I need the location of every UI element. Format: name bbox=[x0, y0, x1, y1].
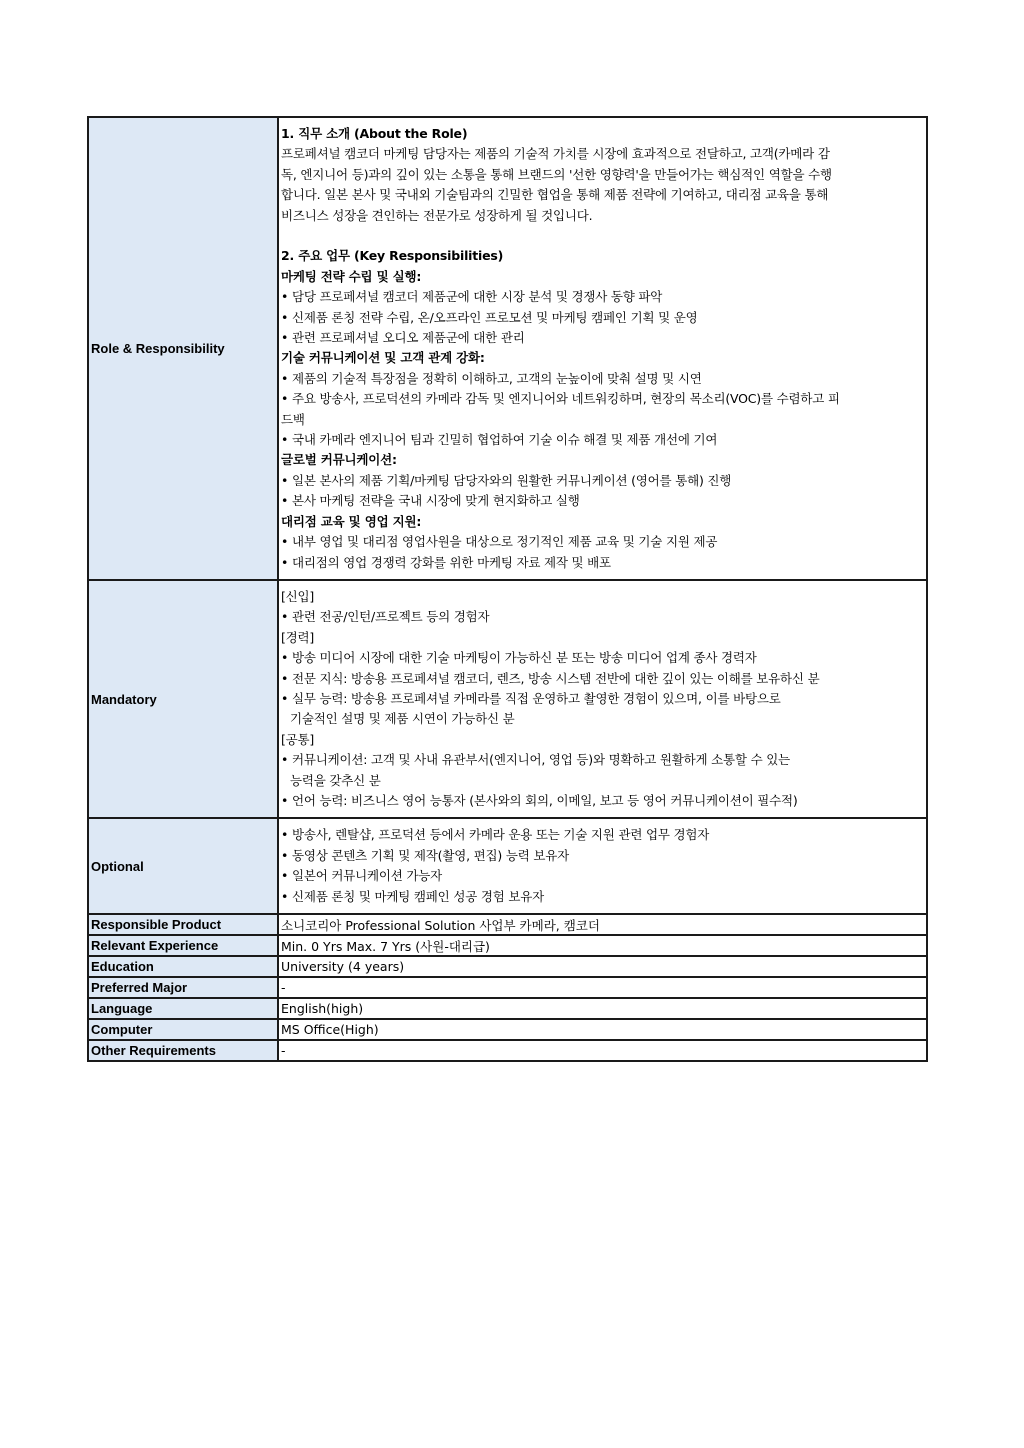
content-line: • 실무 능력: 방송용 프로페셔널 카메라를 직접 운영하고 촬영한 경험이 있으며, 이를 바탕으로 bbox=[281, 690, 781, 706]
content-line: • 관련 전공/인턴/프로젝트 등의 경험자 bbox=[281, 609, 490, 625]
row-computer bbox=[88, 1019, 927, 1040]
preferred-major-value: - bbox=[278, 977, 927, 998]
section-heading: 1. 직무 소개 (About the Role) bbox=[281, 126, 468, 141]
content-line: • 신제품 론칭 전략 수립, 온/오프라인 프로모션 및 마케팅 캠페인 기획 및 운영 bbox=[281, 309, 698, 325]
content-line: 능력을 갖추신 분 bbox=[290, 772, 381, 788]
row-optional bbox=[88, 818, 927, 914]
row-label: Mandatory bbox=[88, 580, 278, 818]
content-line: • 제품의 기술적 특장점을 정확히 이해하고, 고객의 눈높이에 맞춰 설명 및 시연 bbox=[281, 370, 702, 386]
row-label: Language bbox=[88, 998, 278, 1019]
section-heading: 기술 커뮤니케이션 및 고객 관계 강화: bbox=[281, 350, 485, 366]
computer-value: MS Office(High) bbox=[278, 1019, 927, 1040]
row-label: Other Requirements bbox=[88, 1040, 278, 1061]
content-line: • 대리점의 영업 경쟁력 강화를 위한 마케팅 자료 제작 및 배포 bbox=[281, 554, 611, 570]
row-label: Relevant Experience bbox=[88, 935, 278, 956]
content-line: • 담당 프로페셔널 캠코더 제품군에 대한 시장 분석 및 경쟁사 동향 파악 bbox=[281, 289, 663, 305]
row-label: Preferred Major bbox=[88, 977, 278, 998]
section-heading: 글로벌 커뮤니케이션: bbox=[281, 452, 397, 468]
content-line: • 일본 본사의 제품 기획/마케팅 담당자와의 원활한 커뮤니케이션 (영어를 통해) 진행 bbox=[281, 472, 732, 488]
job-description-table bbox=[87, 116, 928, 1062]
row-mandatory bbox=[88, 580, 927, 818]
section-heading: 마케팅 전략 수립 및 실행: bbox=[281, 268, 422, 284]
content-line: • 방송사, 렌탈샵, 프로덕션 등에서 카메라 운용 또는 기술 지원 관련 업무 경험자 bbox=[281, 827, 710, 843]
row-language bbox=[88, 998, 927, 1019]
section-heading: 대리점 교육 및 영업 지원: bbox=[281, 513, 422, 529]
content-line: 프로페셔널 캠코더 마케팅 담당자는 제품의 기술적 가치를 시장에 효과적으로 전달하고, 고객(카메라 감 bbox=[281, 146, 830, 162]
row-preferred-major bbox=[88, 977, 927, 998]
responsible-product-value: 소니코리아 Professional Solution 사업부 카메라, 캠코더 bbox=[278, 914, 927, 935]
content-line: 기술적인 설명 및 제품 시연이 가능하신 분 bbox=[290, 711, 515, 727]
role-content bbox=[278, 117, 927, 580]
row-role-responsibility bbox=[88, 117, 927, 580]
content-line: • 내부 영업 및 대리점 영업사원을 대상으로 정기적인 제품 교육 및 기술 지원 제공 bbox=[281, 534, 718, 550]
content-line: • 신제품 론칭 및 마케팅 캠페인 성공 경험 보유자 bbox=[281, 888, 544, 904]
content-line: • 본사 마케팅 전략을 국내 시장에 맞게 현지화하고 실행 bbox=[281, 493, 580, 509]
education-value: University (4 years) bbox=[278, 956, 927, 977]
content-line: [경력] bbox=[281, 629, 315, 645]
content-line: • 전문 지식: 방송용 프로페셔널 캠코더, 렌즈, 방송 시스템 전반에 대한 깊이 있는 이해를 보유하신 분 bbox=[281, 670, 820, 686]
content-line: 비즈니스 성장을 견인하는 전문가로 성장하게 될 것입니다. bbox=[281, 207, 593, 223]
mandatory-content bbox=[278, 580, 927, 818]
other-requirements-value: - bbox=[278, 1040, 927, 1061]
relevant-experience-value: Min. 0 Yrs Max. 7 Yrs (사원-대리급) bbox=[278, 935, 927, 956]
optional-content bbox=[278, 818, 927, 914]
row-label: Optional bbox=[88, 818, 278, 914]
row-label: Education bbox=[88, 956, 278, 977]
content-line: 독, 엔지니어 등)과의 깊이 있는 소통을 통해 브랜드의 '선한 영향력'을 만들어가는 핵심적인 역할을 수행 bbox=[281, 166, 832, 182]
language-value: English(high) bbox=[278, 998, 927, 1019]
content-line: • 언어 능력: 비즈니스 영어 능통자 (본사와의 회의, 이메일, 보고 등 영어 커뮤니케이션이 필수적) bbox=[281, 792, 798, 808]
row-label: Computer bbox=[88, 1019, 278, 1040]
row-other-requirements bbox=[88, 1040, 927, 1061]
row-label: Responsible Product bbox=[88, 914, 278, 935]
content-line: • 동영상 콘텐츠 기획 및 제작(촬영, 편집) 능력 보유자 bbox=[281, 847, 569, 863]
content-line bbox=[281, 226, 924, 246]
row-responsible-product bbox=[88, 914, 927, 935]
content-line: • 주요 방송사, 프로덕션의 카메라 감독 및 엔지니어와 네트워킹하며, 현장의 목소리(VOC)를 수렴하고 피 bbox=[281, 391, 840, 407]
content-line: • 일본어 커뮤니케이션 가능자 bbox=[281, 868, 442, 884]
content-line: 드백 bbox=[281, 411, 305, 427]
content-line: • 방송 미디어 시장에 대한 기술 마케팅이 가능하신 분 또는 방송 미디어 업계 종사 경력자 bbox=[281, 650, 757, 666]
content-line: [공통] bbox=[281, 731, 315, 747]
row-education bbox=[88, 956, 927, 977]
content-line: [신입] bbox=[281, 588, 315, 604]
row-label: Role & Responsibility bbox=[88, 117, 278, 580]
content-line: 합니다. 일본 본사 및 국내외 기술팀과의 긴밀한 협업을 통해 제품 전략에 기여하고, 대리점 교육을 통해 bbox=[281, 187, 829, 203]
section-heading: 2. 주요 업무 (Key Responsibilities) bbox=[281, 248, 504, 264]
row-relevant-experience bbox=[88, 935, 927, 956]
content-line: • 커뮤니케이션: 고객 및 사내 유관부서(엔지니어, 영업 등)와 명확하고 원활하게 소통할 수 있는 bbox=[281, 752, 790, 768]
content-line: • 관련 프로페셔널 오디오 제품군에 대한 관리 bbox=[281, 330, 525, 346]
content-line: • 국내 카메라 엔지니어 팀과 긴밀히 협업하여 기술 이슈 해결 및 제품 개선에 기여 bbox=[281, 432, 718, 448]
